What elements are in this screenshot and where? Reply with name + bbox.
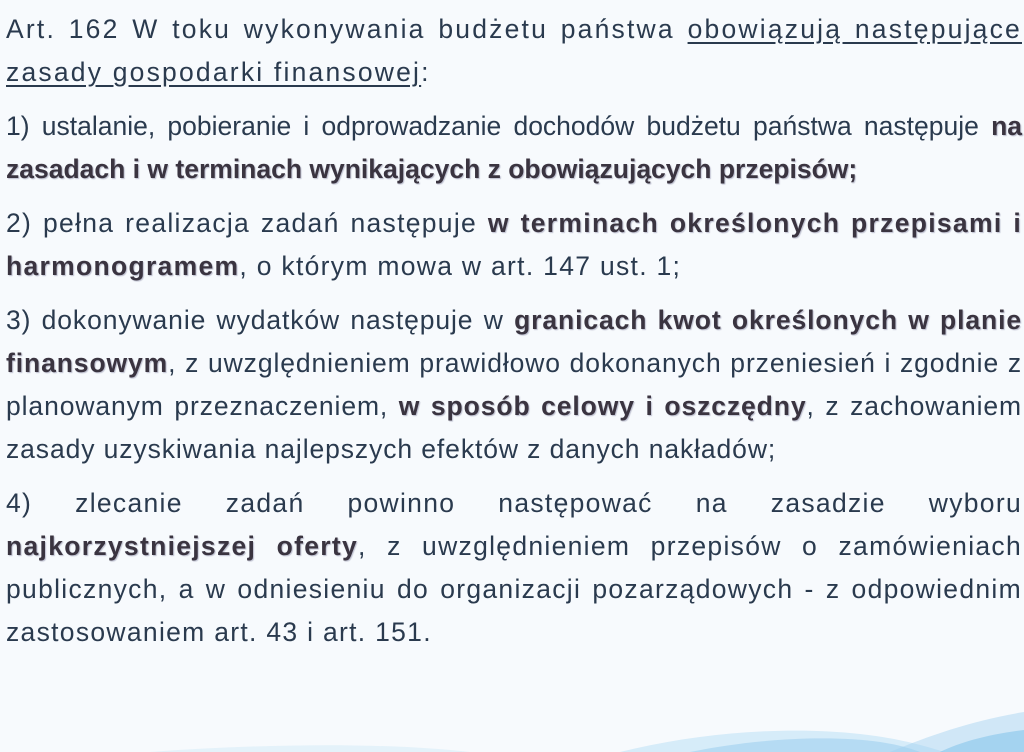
- item-3-emphasis-1: granicach kwot określonych w planie finansowym: [6, 305, 1022, 378]
- item-3-emphasis-2: w sposób celowy i oszczędny: [398, 391, 807, 421]
- item-1-emphasis: na zasadach i w terminach wynikających z obowiązujących przepisów;: [6, 111, 1022, 184]
- intro-lead: Art. 162 W toku wykonywania budżetu państwa: [6, 14, 688, 44]
- item-4-tail: , z uwzględnieniem przepisów o zamówieniach publicznych, a w odniesieniu do organizacji pozarządowych - z odpowiednim zastosowaniem art. 43 i art. 151.: [6, 531, 1023, 647]
- item-2-tail: , o którym mowa w art. 147 ust. 1;: [239, 251, 682, 281]
- intro-underlined: obowiązują następujące zasady gospodarki finansowej: [6, 14, 1022, 87]
- list-item-1: [6, 105, 1022, 191]
- item-2-text: 2) pełna realizacja zadań następuje: [6, 208, 488, 238]
- list-item-3: [6, 299, 1022, 471]
- item-3-middle: , z uwzględnieniem prawidłowo dokonanych przeniesień i zgodnie z planowanym przeznaczeniem,: [6, 348, 1022, 421]
- slide-content: [6, 8, 1022, 654]
- intro-tail: :: [421, 57, 431, 87]
- article-intro: [6, 8, 1022, 94]
- item-3-tail: , z zachowaniem zasady uzyskiwania najlepszych efektów z danych nakładów;: [6, 391, 1022, 464]
- list-item-2: [6, 202, 1022, 288]
- item-3-text: 3) dokonywanie wydatków następuje w: [6, 305, 515, 335]
- wave-shape: [150, 745, 470, 752]
- item-4-emphasis: najkorzystniejszej oferty: [6, 531, 359, 561]
- list-item-4: [6, 482, 1022, 654]
- item-4-text: 4) zlecanie zadań powinno następować na zasadzie wyboru: [6, 488, 1022, 518]
- item-2-emphasis: w terminach określonych przepisami i harmonogramem: [6, 208, 1022, 281]
- item-1-text: 1) ustalanie, pobieranie i odprowadzanie dochodów budżetu państwa następuje: [6, 111, 992, 141]
